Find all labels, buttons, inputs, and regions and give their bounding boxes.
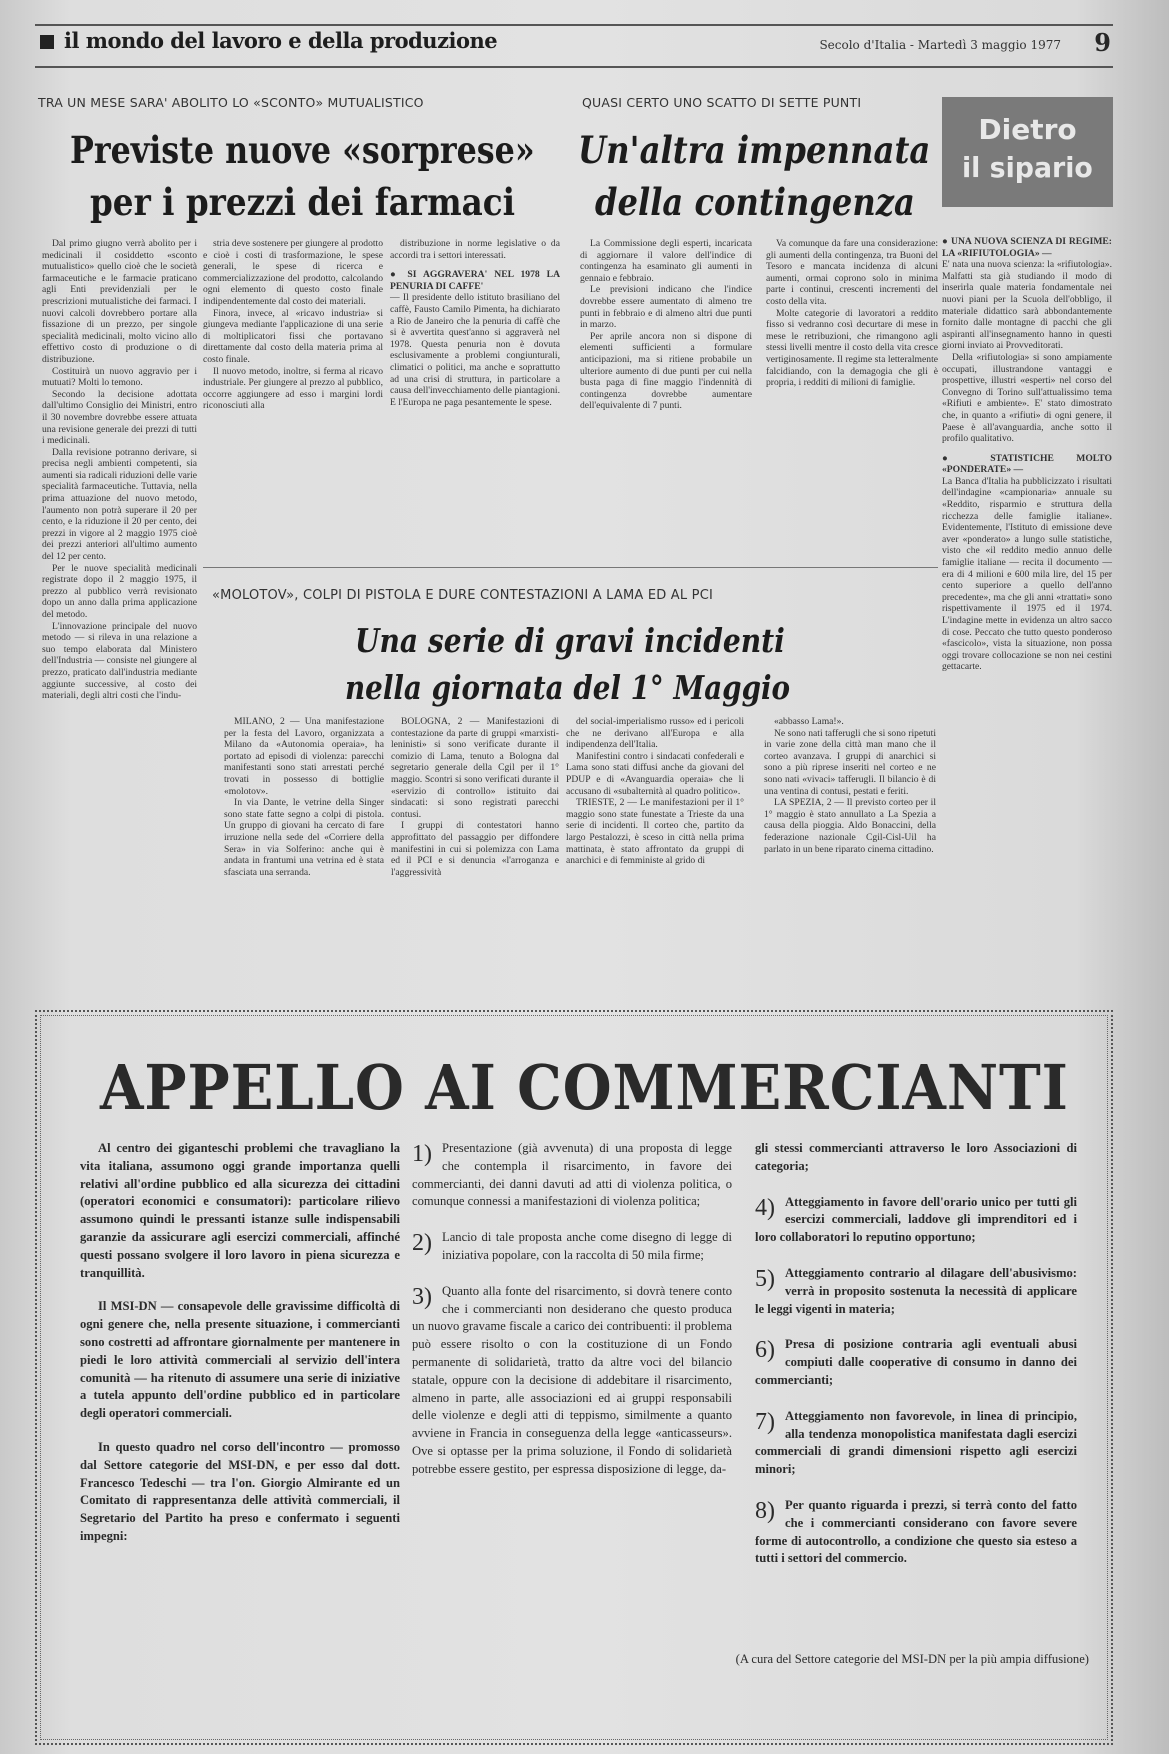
caffe-text: — Il presidente dello istituto brasiliano del caffè, Fausto Camilo Pimenta, ha dichiarato a Rio de Janeiro che la penuria di caffè che si è avvertita quest'anno si aggraverà nel 1978. Questa penuria non è dovuta esclusivamente a problemi congiunturali, climatici o politici, ma anche e soprattutto ad una crisi di struttura, in particolare a causa dell'invecchiamento delle piantagioni. E l'Europa ne paga pesantemente le spese. bbox=[390, 292, 560, 408]
appello-item-6 bbox=[755, 1336, 1077, 1389]
section-title-text: il mondo del lavoro e della produzione bbox=[64, 28, 498, 53]
item-number: 8) bbox=[755, 1497, 775, 1524]
statistiche-subhead: ● STATISTICHE MOLTO «PONDERATE» — bbox=[942, 452, 1112, 476]
paragraph: Finora, invece, al «ricavo industria» si giungeva mediante l'applicazione di una serie di moltiplicatori fissi che portavano direttamente dal costo della materia prima al costo finale. bbox=[203, 307, 383, 365]
appello-intro-3: In questo quadro nel corso dell'incontro — promosso dal Settore categorie del MSI-DN, e per esso dal dott. Francesco Tedeschi — tra l'on. Giorgio Almirante ed un Comitato di rappresentanza delle attività commerciali, il Segretario del Partito ha preso e confermato i seguenti impegni: bbox=[80, 1439, 400, 1543]
incidenti-headline-1: Una serie di gravi incidenti bbox=[355, 621, 785, 660]
contingenza-col-1 bbox=[580, 238, 752, 412]
dietro-il-sipario-box bbox=[942, 97, 1113, 207]
item-text: Atteggiamento in favore dell'orario unico per tutti gli esercizi commerciali, laddove gli imprenditori ed i loro collaboratori lo reputino opportuno; bbox=[755, 1194, 1077, 1245]
paragraph: La Commissione degli esperti, incaricata di aggiornare il valore dell'indice di contingenza ha esaminato gli aumenti in gennaio e febbraio. bbox=[580, 238, 752, 284]
item-number: 6) bbox=[755, 1337, 775, 1364]
sipario-title-2: il sipario bbox=[962, 151, 1093, 184]
incidenti-col-3 bbox=[566, 716, 744, 867]
contingenza-col-2 bbox=[766, 238, 938, 389]
sidebar-column bbox=[942, 236, 1112, 673]
paragraph: del social-imperialismo russo» ed i pericoli che ne derivano all'Europa e alla indipendenza dell'Italia. bbox=[566, 716, 744, 751]
paragraph: LA SPEZIA, 2 — Il previsto corteo per il 1° maggio è stato annullato a La Spezia a causa della pioggia. Aldo Bonaccini, della federazione nazionale Cgil-Cisl-Uil ha parlato in un bene riparato cinema cittadino. bbox=[764, 797, 936, 855]
item-text: gli stessi commercianti attraverso le loro Associazioni di categoria; bbox=[755, 1141, 1077, 1173]
statistiche-text: La Banca d'Italia ha pubblicizzato i risultati dell'indagine «campionaria» annuale su «Reddito, risparmio e struttura della ricchezza delle famiglie italiane». Evidentemente, l'Istituto di emissione deve aver «ponderato» a lungo sulle statistiche, visto che «il reddito medio annuo delle famiglie italiane — recita il documento — era di 4 milioni e 600 mila lire, del 15 per cento superiore a quello dell'anno precedente», ma che gli anni «trattati» sono rispettivamente il 1975 ed il 1974. L'indagine mette in evidenza un altro sacco di cose. Peccato che tutto questo ponderoso «fascicolo», vista la situazione, non possa oggi trovare collocazione se non nei cestini gettacarte. bbox=[942, 475, 1112, 673]
rifiutologia-text-2: Della «rifiutologia» si sono ampiamente occupati, illustrandone vantaggi e prospettive, illustri «esperti» nel corso del Convegno di Torino sull'attualissimo tema «Rifiuti e ambiente». E' stato dimostrato che, in quanto a «rifiuti» di ogni genere, il Paese è all'avanguardia, anche sotto il profilo qualitativo. bbox=[942, 351, 1112, 445]
appello-intro-1: Al centro dei giganteschi problemi che travagliano la vita italiana, assumono oggi grande importanza quelli relativi all'ordine pubblico ed alla sicurezza dei cittadini (operatori economici e consumatori): particolare rilievo assumono quindi le pressanti istanze sulle indispensabili garanzie da assicurare agli esercizi commerciali, affinché questi possano svolgere il loro lavoro in piena sicurezza e tranquillità. bbox=[80, 1141, 400, 1280]
item-number: 4) bbox=[755, 1194, 775, 1221]
item-text: Presa di posizione contraria agli eventuali abusi compiuti dalle cooperative di consumo in danno dei commercianti; bbox=[755, 1337, 1077, 1387]
paragraph: I gruppi di contestatori hanno approfittato del passaggio per diffondere manifestini in cui si polemizza con Lama ed il PCI e si denuncia «l'arroganza e l'aggressività bbox=[391, 820, 559, 878]
appello-col-2 bbox=[412, 1140, 732, 1497]
paragraph: Secondo la decisione adottata dall'ultimo Consiglio dei Ministri, entro il 30 novembre dovrebbe essere attuata una revisione generale dei prezzi di tutti i medicinali. bbox=[42, 388, 197, 447]
paragraph: Molte categorie di lavoratori a reddito fisso si vedranno così decurtare di mese in mese le retribuzioni, che rimangono agli stessi livelli mentre il costo della vita cresce vertiginosamente. Il regime sta letteralmente falcidiando, con la demagogia che gli è propria, i redditi di milioni di famiglie. bbox=[766, 307, 938, 389]
paragraph: Per aprile ancora non si dispone di elementi sufficienti a formulare anticipazioni, ma si ritiene probabile un ulteriore aumento di due punti per cui nella busta paga di fine maggio l'indennità di contingenza dovrebbe aumentare dell'equivalente di 7 punti. bbox=[580, 330, 752, 412]
appello-item-7 bbox=[755, 1408, 1077, 1479]
incidenti-col-4 bbox=[764, 716, 936, 855]
paragraph: Va comunque da fare una considerazione: gli aumenti della contingenza, tra Buoni del Tesoro e mancata incidenza di alcuni aumenti, ormai coprono solo in minima parte i continui, crescenti incrementi del costo della vita. bbox=[766, 238, 938, 307]
farmaci-col-1 bbox=[42, 238, 197, 702]
item-number: 1) bbox=[412, 1141, 432, 1167]
paragraph: Per le nuove specialità medicinali registrate dopo il 2 maggio 1975, il prezzo al pubblico verrà revisionato dopo un anno dalla prima applicazione del metodo. bbox=[42, 562, 197, 620]
item-text: Per quanto riguarda i prezzi, si terrà conto del fatto che i commercianti considerano con favore severe forme di autocontrollo, a condizione che questo sia esteso a tutti i settori del commercio. bbox=[755, 1497, 1077, 1566]
paragraph: MILANO, 2 — Una manifestazione per la festa del Lavoro, organizzata a Milano da «Autonomia operaia», ha portato ad episodi di violenza: parecchi manifestanti sono stati arrestati perché trovati in possesso di bottiglie «molotov». bbox=[224, 716, 384, 797]
paragraph: Dal primo giugno verrà abolito per i medicinali il cosiddetto «sconto mutualistico» quello cioè che le società farmaceutiche e le farmacie praticano agli Enti previdenziali per le prescrizioni mutualistiche dei farmaci. I nuovi calcoli dovrebbero portare alla fissazione di un prezzo, per singole specialità medicinali, molto vicino allo effettivo costo di produzione o di distribuzione. bbox=[42, 238, 197, 365]
farmaci-col-2 bbox=[203, 238, 383, 412]
paragraph: BOLOGNA, 2 — Manifestazioni di contestazione da parte di gruppi «marxisti-leninisti» si sono verificate durante il comizio di Lama, tenuto a Bologna dal segretario generale della Cgil per il 1° maggio. Scontri si sono verificati durante il «servizio di controllo» istituito dai sindacati: si sono registrati parecchi contusi. bbox=[391, 716, 559, 820]
paragraph: «abbasso Lama!». bbox=[774, 716, 844, 727]
appello-item-2 bbox=[412, 1229, 732, 1265]
item-number: 2) bbox=[412, 1230, 432, 1257]
paragraph: Ne sono nati tafferugli che si sono ripetuti in varie zone della città man mano che il corteo avanzava. I gruppi di anarchici si sono a più riprese inseriti nel corteo e ne sono nati «vivaci» tafferugli. Il bilancio è di una ventina di contusi, pestati e feriti. bbox=[764, 727, 936, 797]
appello-col-1 bbox=[80, 1140, 400, 1562]
appello-credit: (A cura del Settore categorie del MSI-DN per la più ampia diffusione) bbox=[735, 1652, 1089, 1666]
appello-item-3 bbox=[412, 1283, 732, 1479]
appello-item-5 bbox=[755, 1265, 1077, 1318]
appello-intro-2: Il MSI-DN — consapevole delle gravissime difficoltà di ogni genere che, nella presente situazione, i commercianti sono costretti ad affrontare giornalmente per mantenere in piedi le loro attività commerciali al servizio dell'intera comunità — ha ritenuto di assumere una serie di iniziative a tutela appunto dell'ordine pubblico ed in particolare degli operatori commerciali. bbox=[80, 1299, 400, 1421]
item-text: Quanto alla fonte del risarcimento, si dovrà tenere conto che i commercianti non desiderano che questo produca un nuovo gravame fiscale a carico dei contribuenti: il problema può essere risolto o con la costituzione di un Fondo permanente di solidarietà, tratto da altre voci del bilancio statale, oppure con la decisione di addebitare il risarcimento, almeno in parte, alle associazioni ed ai gruppi responsabili delle violenze e degli atti di teppismo, similmente a quanto avviene in Francia in conseguenza della legge «anticasseurs». Ove si optasse per la prima soluzione, il Fondo di solidarietà potrebbe essere gestito, per espressa disposizione di legge, da- bbox=[412, 1283, 732, 1476]
paragraph: Dalla revisione potranno derivare, si precisa negli ambienti competenti, sia aumenti sia radicali riduzioni delle varie specialità farmaceutiche. Tuttavia, nella prima attuazione del nuovo metodo, l'aumento non potrà superare il 20 per cento, e la riduzione il 20 per cento, dei prezzi in vigore al 2 maggio 1975 cioè dei prezzi anteriori all'ultimo aumento del 12 per cento. bbox=[42, 446, 197, 563]
sipario-title-1: Dietro bbox=[978, 113, 1077, 146]
rifiutologia-text-1: E' nata una nuova scienza: la «rifiutologia». Malfatti sta già studiando il modo di inserirla quale materia fondamentale nei nuovi piani per la Scuola dell'obbligo, il materiale didattico sarà abbondantemente fornito dalle montagne di pacchi che gli aspiranti all'insegnamento hanno in questi giorni inviato ai Provveditorati. bbox=[942, 259, 1112, 352]
dateline: Secolo d'Italia - Martedì 3 maggio 1977 bbox=[819, 38, 1061, 52]
item-text: Atteggiamento contrario al dilagare dell'abusivismo: verrà in proposito sostenuta la necessità di applicare le leggi vigenti in materia; bbox=[755, 1265, 1077, 1316]
item-text: Atteggiamento non favorevole, in linea di principio, alla tendenza monopolistica manifestata dagli esercizi commerciali di grandi dimensioni rispetto agli esercizi minori; bbox=[755, 1408, 1077, 1477]
contingenza-kicker: QUASI CERTO UNO SCATTO DI SETTE PUNTI bbox=[582, 95, 862, 110]
item-text: Presentazione (già avvenuta) di una proposta di legge che contempla il risarcimento, in favore dei commercianti, dei danni davuti ad atti di violenza politica, o comunque connessi a manifestazioni di violenza politica; bbox=[412, 1141, 732, 1209]
header-bottom-rule bbox=[35, 66, 1113, 68]
incidenti-col-2 bbox=[391, 716, 559, 878]
farmaci-headline-2: per i prezzi dei farmaci bbox=[90, 180, 516, 224]
item-text: Lancio di tale proposta anche come disegno di legge di iniziativa popolare, con la raccolta di 50 mila firme; bbox=[442, 1230, 732, 1262]
farmaci-col-3 bbox=[390, 238, 560, 408]
appello-col-3 bbox=[755, 1140, 1077, 1586]
appello-item-4 bbox=[755, 1194, 1077, 1247]
appello-title: APPELLO AI COMMERCIANTI bbox=[100, 1051, 1069, 1124]
item-number: 7) bbox=[755, 1408, 775, 1435]
contingenza-headline-1: Un'altra impennata bbox=[578, 128, 931, 172]
section-square-icon bbox=[40, 35, 54, 49]
paragraph: Il nuovo metodo, inoltre, si ferma al ricavo industriale. Per giungere al prezzo al pubblico, occorre aggiungere ad esso i margini lordi riconosciuti alla bbox=[203, 365, 383, 412]
paragraph: stria deve sostenere per giungere al prodotto e cioè i costi di trasformazione, le spese generali, le spese di ricerca e commercializzazione del prodotto, calcolando ogni elemento di questo costo finale indipendentemente dal costo dei materiali. bbox=[203, 238, 383, 307]
contingenza-headline-2: della contingenza bbox=[595, 180, 915, 224]
paragraph: Manifestini contro i sindacati confederali e Lama sono stati diffusi anche da giovani del PDUP e di «Avanguardia operaia» che li accusano di «subalternità al quadro politico». bbox=[566, 750, 744, 797]
section-title bbox=[40, 28, 497, 53]
article-divider bbox=[203, 567, 938, 568]
farmaci-headline-1: Previste nuove «sorprese» bbox=[70, 128, 535, 172]
farmaci-col3-text: distribuzione in norme legislative o da accordi tra i settori interessati. bbox=[390, 238, 560, 261]
incidenti-kicker: «MOLOTOV», COLPI DI PISTOLA E DURE CONTESTAZIONI A LAMA ED AL PCI bbox=[212, 588, 714, 603]
incidenti-headline-2: nella giornata del 1° Maggio bbox=[345, 668, 791, 707]
appello-item-3-continued bbox=[755, 1140, 1077, 1176]
paragraph: Le previsioni indicano che l'indice dovrebbe essere aumentato di almeno tre punti in febbraio e di almeno altri due punti in marzo. bbox=[580, 284, 752, 331]
item-number: 3) bbox=[412, 1283, 432, 1310]
appello-item-8 bbox=[755, 1497, 1077, 1568]
item-number: 5) bbox=[755, 1265, 775, 1292]
page-number: 9 bbox=[1094, 28, 1111, 57]
paragraph: TRIESTE, 2 — Le manifestazioni per il 1° maggio sono state funestate a Trieste da una serie di incidenti. Il corteo che, partito da largo Pestalozzi, è sceso in città nella prima mattinata, è stato affrontato da gruppi di anarchici e di femministe al grido di bbox=[566, 797, 744, 867]
paragraph: Costituirà un nuovo aggravio per i mutuati? Molti lo temono. bbox=[42, 365, 197, 389]
paragraph: In via Dante, le vetrine della Singer sono state fatte segno a colpi di pistola. Un gruppo di giovani ha cercato di fare irruzione nella sede del «Corriere della Sera» in via Solferino: anche qui è andata in frantumi una vetrina ed è stata sfasciata una serranda. bbox=[224, 797, 384, 878]
paragraph: L'innovazione principale del nuovo metodo — si rileva in una relazione a suo tempo elaborata dal Ministero dell'Industria — consiste nel giungere al prezzo, praticato dall'industria mediante aggiunte successive, al costo dei materiali, degli altri costi che l'indu- bbox=[42, 620, 197, 702]
caffe-subhead: ● SI AGGRAVERA' NEL 1978 LA PENURIA DI CAFFE' bbox=[390, 269, 560, 292]
appello-item-1 bbox=[412, 1140, 732, 1211]
header-top-rule bbox=[35, 24, 1113, 26]
rifiutologia-subhead: ● UNA NUOVA SCIENZA DI REGIME: LA «RIFIUTOLOGIA» — bbox=[942, 236, 1112, 259]
incidenti-col-1 bbox=[224, 716, 384, 878]
farmaci-kicker: TRA UN MESE SARA' ABOLITO LO «SCONTO» MUTUALISTICO bbox=[38, 95, 424, 110]
